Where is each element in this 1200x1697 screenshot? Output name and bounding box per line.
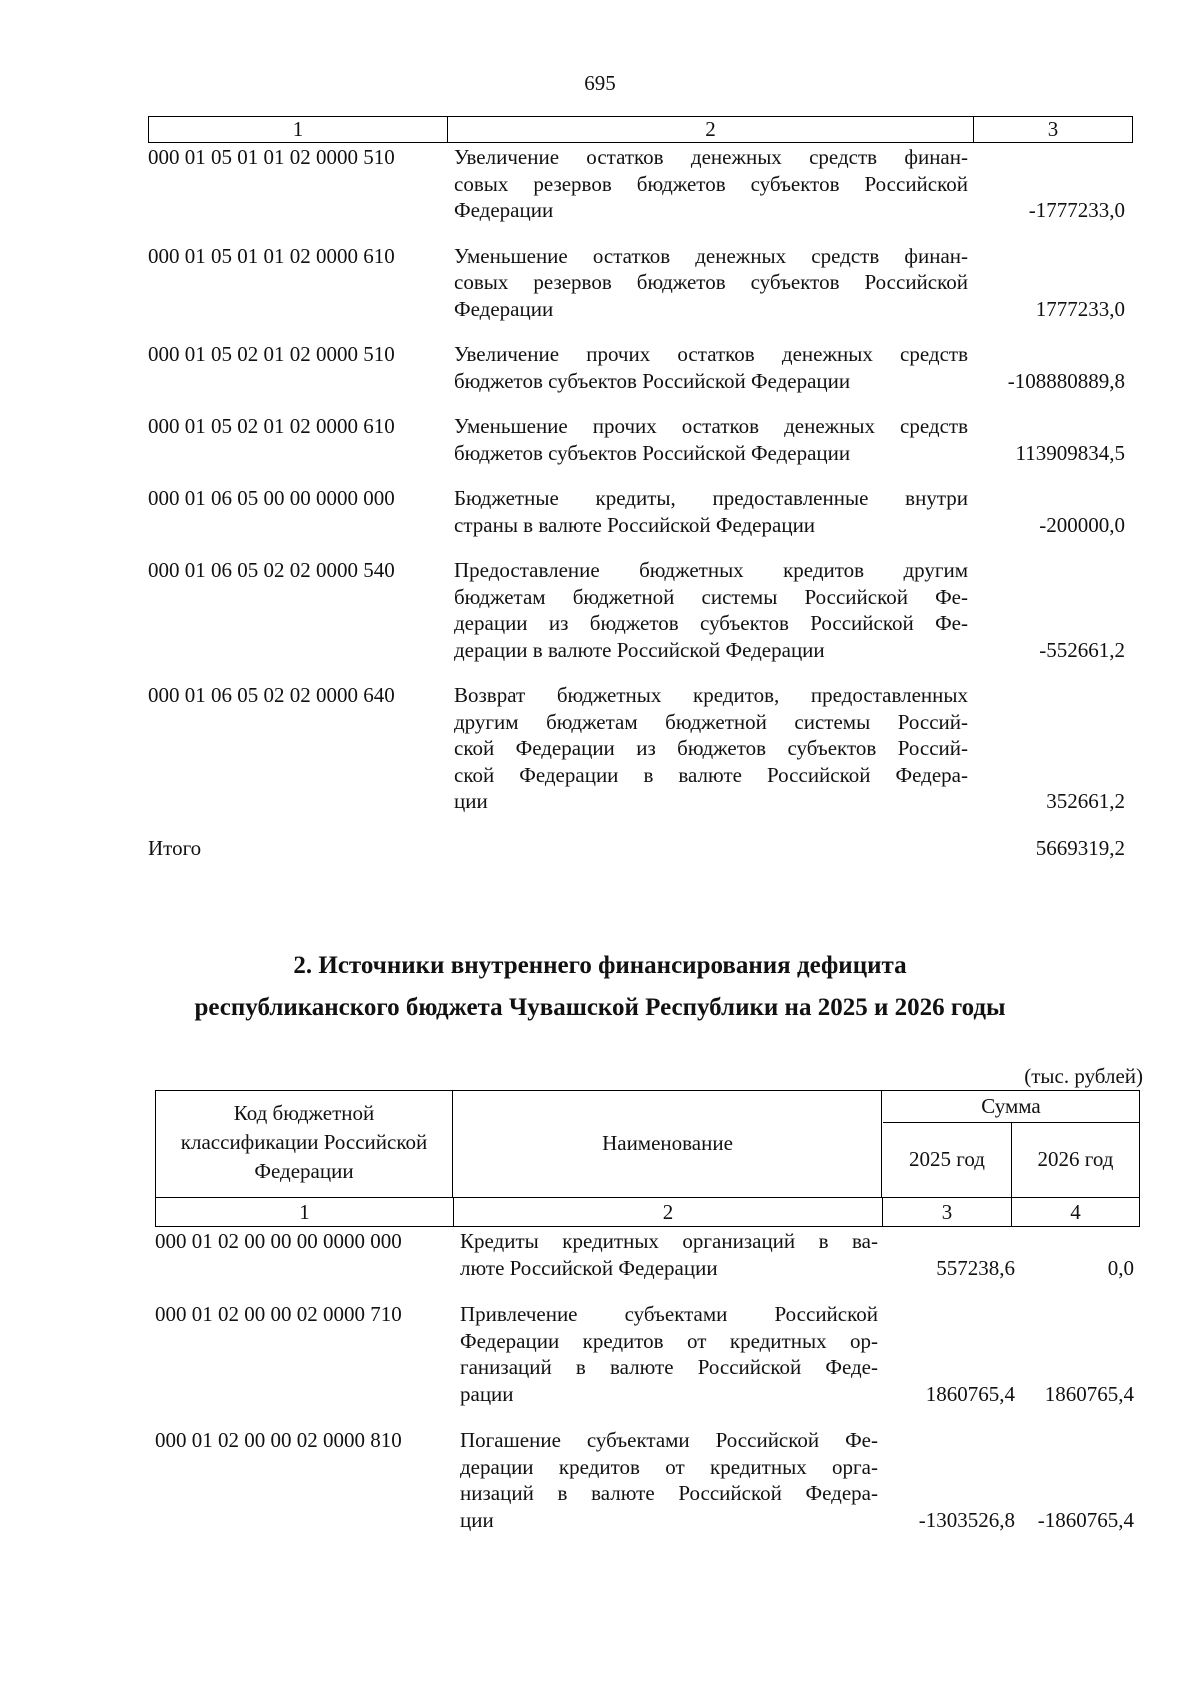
year-2025-header: 2025 год	[883, 1122, 1012, 1197]
table-row	[148, 485, 1133, 538]
year-2026-header: 2026 год	[1037, 1147, 1114, 1171]
row-value-2026: -1860765,4	[1037, 1507, 1134, 1532]
row-value-2026: 0,0	[1107, 1255, 1134, 1280]
row-value: -1777233,0	[1028, 198, 1125, 222]
row-name-line: ганизаций в валюте Российской Феде-	[460, 1355, 878, 1379]
row-code: 000 01 02 00 00 02 0000 810	[155, 1428, 402, 1452]
table-2	[155, 1090, 1140, 1533]
row-name-line: Увеличение остатков денежных средств финан-	[454, 145, 968, 169]
row-name-line: дерации кредитов от кредитных орга-	[460, 1454, 878, 1479]
row-name-line: рации	[460, 1381, 514, 1406]
row-code: 000 01 05 01 01 02 0000 510	[148, 145, 395, 169]
row-name-line: Федерации	[454, 296, 554, 321]
row-code: 000 01 05 02 01 02 0000 610	[148, 414, 395, 438]
row-value: 1777233,0	[1035, 296, 1125, 321]
row-code: 000 01 02 00 00 00 0000 000	[155, 1229, 402, 1253]
row-name	[454, 341, 968, 394]
table-2-header	[155, 1090, 1140, 1198]
row-name-line: дерации из бюджетов субъектов Российской Фе-	[454, 611, 968, 635]
name-column-header: Наименование	[454, 1091, 882, 1197]
row-name-line: бюджетам бюджетной системы Российской Фе-	[454, 584, 968, 609]
row-name-line: бюджетов субъектов Российской Федерации	[454, 440, 851, 465]
table-row	[155, 1301, 1140, 1407]
row-name-line: дерации в валюте Российской Федерации	[454, 637, 825, 662]
row-name-line: Предоставление бюджетных кредитов другим	[454, 558, 968, 582]
table-row	[148, 413, 1133, 466]
row-name	[454, 144, 968, 224]
total-row	[148, 835, 1133, 862]
row-name-line: Уменьшение прочих остатков денежных средств	[454, 414, 968, 438]
row-code: 000 01 06 05 00 00 0000 000	[148, 486, 395, 510]
row-name	[454, 485, 968, 538]
row-name	[454, 557, 968, 663]
row-code: 000 01 05 01 01 02 0000 610	[148, 243, 395, 268]
row-name-line: совых резервов бюджетов субъектов Российской	[454, 171, 968, 196]
row-name	[460, 1301, 878, 1407]
row-name-line: Возврат бюджетных кредитов, предоставленных	[454, 683, 968, 707]
col-header-3: 3	[1047, 117, 1059, 141]
table-row	[148, 557, 1133, 663]
row-name-line: ции	[460, 1507, 494, 1532]
col-header-1: 1	[149, 117, 448, 142]
row-name-line: Привлечение субъектами Российской	[460, 1302, 878, 1326]
table-2-body	[155, 1228, 1140, 1533]
row-name	[454, 413, 968, 466]
row-value: 352661,2	[1046, 789, 1125, 813]
row-value: 113909834,5	[1015, 440, 1125, 465]
row-name-line: люте Российской Федерации	[460, 1255, 718, 1280]
row-code: 000 01 06 05 02 02 0000 540	[148, 558, 395, 582]
row-value: -200000,0	[1039, 512, 1125, 537]
table-row	[148, 144, 1133, 224]
row-name-line: Увеличение прочих остатков денежных средств	[454, 342, 968, 366]
row-name-line: ской Федерации в валюте Российской Федера-	[454, 762, 968, 787]
row-name-line: Уменьшение остатков денежных средств финан-	[454, 243, 968, 268]
row-name	[454, 682, 968, 815]
row-code: 000 01 06 05 02 02 0000 640	[148, 683, 395, 707]
row-code: 000 01 05 02 01 02 0000 510	[148, 342, 395, 366]
row-value-2026: 1860765,4	[1044, 1381, 1134, 1406]
row-value: -552661,2	[1039, 637, 1125, 662]
row-code: 000 01 02 00 00 02 0000 710	[155, 1302, 402, 1326]
section-title: 2. Источники внутреннего финансирования дефицита республиканского бюджета Чувашской Республики на 2025 и 2026 годы	[194, 952, 1006, 1021]
col-header-2: 2	[448, 117, 974, 142]
table-1	[148, 116, 1133, 861]
row-name-line: Бюджетные кредиты, предоставленные внутри	[454, 486, 968, 510]
table-row	[148, 682, 1133, 815]
row-name	[454, 243, 968, 323]
table-1-body	[148, 144, 1133, 815]
total-value: 5669319,2	[1035, 835, 1125, 860]
row-name-line: бюджетов субъектов Российской Федерации	[454, 368, 851, 393]
row-name-line: ции	[454, 789, 488, 813]
table-row	[155, 1427, 1140, 1533]
row-value-2025: -1303526,8	[918, 1507, 1015, 1532]
row-name-line: низаций в валюте Российской Федера-	[460, 1481, 878, 1505]
row-value: -108880889,8	[1007, 368, 1125, 393]
row-name-line: Федерации кредитов от кредитных ор-	[460, 1328, 878, 1353]
sum-header: Сумма	[883, 1091, 1139, 1123]
row-value-2025: 1860765,4	[925, 1381, 1015, 1406]
table-2-column-numbers: 1 2 3 4	[155, 1198, 1140, 1227]
row-name-line: страны в валюте Российской Федерации	[454, 512, 816, 537]
table-row	[148, 243, 1133, 323]
row-name	[460, 1427, 878, 1533]
row-name-line: Федерации	[454, 198, 554, 222]
row-name-line: Погашение субъектами Российской Фе-	[460, 1428, 878, 1452]
row-name-line: другим бюджетам бюджетной системы Россий-	[454, 709, 968, 734]
table-row	[155, 1228, 1140, 1281]
code-column-header: Код бюджетной классификации Российской Федерации	[156, 1091, 453, 1197]
total-label: Итого	[148, 835, 202, 860]
table-1-header	[148, 116, 1133, 143]
row-name-line: совых резервов бюджетов субъектов Российской	[454, 270, 968, 294]
row-value-2025: 557238,6	[936, 1255, 1015, 1280]
page-number: 695	[584, 71, 616, 95]
units-note: (тыс. рублей)	[1024, 1064, 1143, 1088]
row-name	[460, 1228, 878, 1281]
row-name-line: ской Федерации из бюджетов субъектов Россий-	[454, 736, 968, 760]
row-name-line: Кредиты кредитных организаций в ва-	[460, 1229, 878, 1253]
table-row	[148, 341, 1133, 394]
